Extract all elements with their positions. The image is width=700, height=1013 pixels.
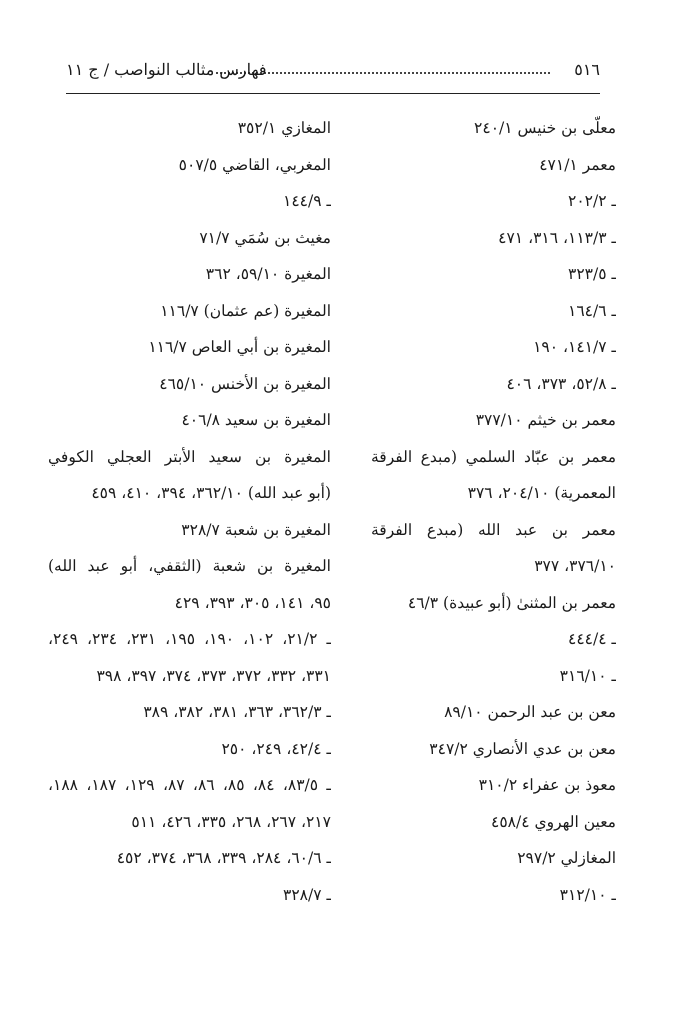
index-entry: معوذ بن عفراء ٣١٠/٢ — [478, 776, 616, 794]
index-entry: المغيرة بن شعبة ٣٢٨/٧ — [181, 520, 331, 539]
index-entry: ـ ٤٤٤/٤ — [568, 630, 616, 648]
index-entry: (أبو عبد الله) ٣٦٢/١٠، ٣٩٤، ٤١٠، ٤٥٩ — [91, 484, 331, 502]
index-entry: المغربي، القاضي ٥٠٧/٥ — [178, 155, 331, 174]
index-entry: ـ ٥٢/٨، ٣٧٣، ٤٠٦ — [506, 374, 616, 393]
index-entry: معن بن عبد الرحمن ٨٩/١٠ — [444, 703, 616, 721]
index-entry: المعمرية) ٢٠٤/١٠، ٣٧٦ — [467, 484, 616, 502]
page-number: ٥١٦ — [574, 60, 600, 79]
index-entry: المغيرة بن الأخنس ٤٦٥/١٠ — [159, 374, 331, 393]
index-entry: ـ ٣٢٨/٧ — [283, 885, 331, 904]
index-entry: مغيث بن سُمَي ٧١/٧ — [199, 228, 331, 247]
index-entry: المغيرة بن شعبة (الثقفي، أبو عبد الله) — [48, 557, 331, 575]
index-entry: ـ ١٦٤/٦ — [568, 301, 616, 320]
page-header — [66, 60, 600, 88]
index-entry: المغيرة (عم عثمان) ١١٦/٧ — [160, 301, 331, 320]
index-entry: معمر بن عبد الله (مبدع الفرقة — [371, 520, 616, 539]
index-column-right — [371, 110, 616, 913]
index-entry: ـ ١١٣/٣، ٣١٦، ٤٧١ — [498, 228, 616, 247]
index-entry: المغيرة بن أبي العاص ١١٦/٧ — [148, 338, 331, 356]
index-entry: ٣٧٦/١٠، ٣٧٧ — [534, 557, 616, 575]
index-entry: ـ ١٤٤/٩ — [283, 192, 331, 210]
index-entry: ـ ٤٢/٤، ٢٤٩، ٢٥٠ — [221, 739, 331, 758]
index-entry: معمر بن عبّاد السلمي (مبدع الفرقة — [371, 447, 616, 466]
running-title: فهارس مثالب النواصب / ج ١١ — [66, 60, 267, 79]
index-entry: ـ ٣٢٣/٥ — [568, 265, 616, 283]
index-entry: ـ ٣٦٢/٣، ٣٦٣، ٣٨١، ٣٨٢، ٣٨٩ — [143, 703, 331, 721]
index-entry: المغازلي ٢٩٧/٢ — [517, 849, 616, 867]
index-entry: معين الهروي ٤٥٨/٤ — [491, 812, 616, 831]
index-entry: ٩٥، ١٤١، ٣٠٥، ٣٩٣، ٤٢٩ — [174, 593, 331, 612]
index-entry: ـ ٦٠/٦، ٢٨٤، ٣٣٩، ٣٦٨، ٣٧٤، ٤٥٢ — [116, 849, 331, 867]
header-rule — [66, 93, 600, 94]
index-entry: معمر ٤٧١/١ — [539, 155, 616, 174]
index-entry: المغازي ٣٥٢/١ — [237, 119, 331, 137]
index-column-left — [48, 110, 331, 913]
index-entry: ـ ٣١٢/١٠ — [559, 885, 616, 904]
index-entry: ٣٣١، ٣٣٢، ٣٧٢، ٣٧٣، ٣٧٤، ٣٩٧، ٣٩٨ — [96, 666, 331, 685]
index-entry: ـ ٢١/٢، ١٠٢، ١٩٠، ١٩٥، ٢٣١، ٢٣٤، ٢٤٩، — [48, 630, 331, 648]
index-entry: معمر بن خيثم ٣٧٧/١٠ — [475, 411, 616, 429]
index-entry: ـ ٨٣/٥، ٨٤، ٨٥، ٨٦، ٨٧، ١٢٩، ١٨٧، ١٨٨، — [48, 776, 331, 794]
index-entry: ـ ١٤١/٧، ١٩٠ — [533, 338, 616, 356]
index-entry: معمر بن المثنىٰ (أبو عبيدة) ٤٦/٣ — [407, 593, 616, 612]
index-entry: ـ ٣١٦/١٠ — [559, 666, 616, 685]
index-entry: المغيرة بن سعيد ٤٠٦/٨ — [181, 411, 331, 429]
index-entry: المغيرة بن سعيد الأبتر العجلي الكوفي — [48, 447, 331, 466]
index-entry: معن بن عدي الأنصاري ٣٤٧/٢ — [429, 739, 616, 758]
index-entry: معلّى بن خنيس ٢٤٠/١ — [474, 119, 616, 137]
index-entry: المغيرة ٥٩/١٠، ٣٦٢ — [205, 265, 331, 283]
index-entry: ٢١٧، ٢٦٧، ٢٦٨، ٣٣٥، ٤٢٦، ٥١١ — [131, 812, 331, 831]
index-entry: ـ ٢٠٢/٢ — [568, 192, 616, 210]
